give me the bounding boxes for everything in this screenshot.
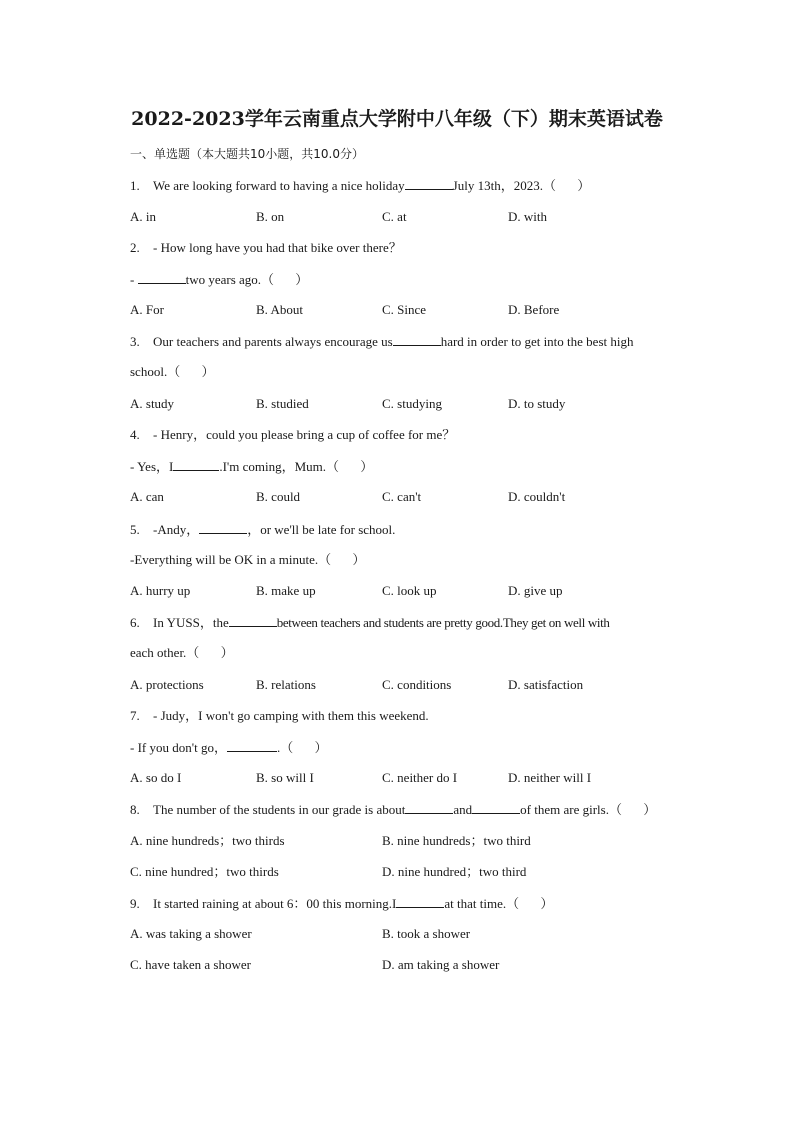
question-number: 2.	[130, 240, 140, 255]
answer-blank	[173, 458, 219, 471]
answer-blank	[472, 801, 520, 814]
question-text: two years ago.（	[185, 272, 275, 287]
question-7-reply	[130, 739, 327, 755]
closing-paren: ）	[577, 178, 591, 193]
answer-blank	[405, 801, 453, 814]
closing-paren: ）	[643, 802, 657, 817]
option-c: C. can't	[382, 489, 422, 504]
closing-paren: ）	[201, 364, 215, 379]
question-text: of them are girls.（	[520, 802, 622, 817]
option-d: D. Before	[508, 302, 560, 317]
question-5	[130, 521, 395, 537]
option-a: A. can	[130, 489, 164, 504]
question-6-cont	[130, 645, 234, 661]
option-a: A. nine hundreds；two thirds	[130, 833, 285, 848]
option-d: D. with	[508, 209, 547, 224]
question-4-reply	[130, 458, 373, 474]
closing-paren: ）	[360, 459, 374, 474]
page-title: 2022-2023学年云南重点大学附中八年级（下）期末英语试卷	[131, 108, 663, 130]
option-c: C. studying	[382, 396, 442, 411]
option-a: A. in	[130, 209, 156, 224]
answer-blank	[396, 895, 444, 908]
question-number: 7.	[130, 708, 140, 723]
question-1	[130, 177, 590, 193]
option-b: B. About	[256, 302, 303, 317]
question-text: at that time.（	[444, 896, 520, 911]
question-4	[130, 427, 455, 443]
question-number: 9.	[130, 896, 140, 911]
question-text: and	[453, 802, 473, 817]
option-d: D. neither will I	[508, 770, 592, 785]
question-text: - If you don't go，	[130, 740, 227, 755]
question-2-reply	[130, 271, 308, 287]
option-a: A. so do I	[130, 770, 182, 785]
question-text: We are looking forward to having a nice holiday	[153, 178, 405, 193]
answer-blank	[199, 521, 247, 534]
question-text: hard in order to get into the best high	[440, 334, 634, 349]
question-text: Our teachers and parents always encourage us	[153, 334, 393, 349]
question-number: 3.	[130, 334, 140, 349]
option-c: C. nine hundred；two thirds	[130, 864, 279, 879]
option-a: A. study	[130, 396, 175, 411]
closing-paren: ）	[220, 645, 234, 660]
question-number: 8.	[130, 802, 140, 817]
option-b: B. nine hundreds；two third	[382, 833, 531, 848]
question-text: .I'm coming，Mum.（	[219, 459, 340, 474]
question-text: -	[130, 272, 138, 287]
question-text: each other.（	[130, 645, 200, 660]
question-3-cont	[130, 364, 214, 380]
option-d: D. couldn't	[508, 489, 566, 504]
question-text: It started raining at about 6：00 this morning.I	[153, 896, 397, 911]
option-b: B. studied	[256, 396, 309, 411]
answer-blank	[138, 271, 186, 284]
option-b: B. on	[256, 209, 285, 224]
question-3	[130, 333, 633, 349]
question-number: 4.	[130, 427, 140, 442]
question-text: school.（	[130, 364, 181, 379]
question-text: - Yes，I	[130, 459, 174, 474]
question-text: - Judy，I won't go camping with them this weekend.	[153, 708, 429, 723]
option-b: B. relations	[256, 677, 316, 692]
question-6	[130, 614, 610, 630]
answer-blank	[229, 614, 277, 627]
option-d: D. nine hundred；two third	[382, 864, 527, 879]
option-c: C. look up	[382, 583, 437, 598]
option-d: D. satisfaction	[508, 677, 584, 692]
question-8	[130, 801, 656, 817]
question-text: - How long have you had that bike over there？	[153, 240, 402, 255]
question-text: between teachers and students are pretty good.They get on well with	[276, 615, 610, 630]
question-text: In YUSS，the	[153, 615, 229, 630]
option-d: D. give up	[508, 583, 563, 598]
option-b: B. could	[256, 489, 301, 504]
question-text: -Everything will be OK in a minute.（	[130, 552, 332, 567]
option-c: C. Since	[382, 302, 427, 317]
option-d: D. am taking a shower	[382, 957, 500, 972]
question-number: 1.	[130, 178, 140, 193]
question-9	[130, 895, 553, 911]
option-c: C. neither do I	[382, 770, 458, 785]
question-text: .（	[276, 740, 294, 755]
option-d: D. to study	[508, 396, 566, 411]
closing-paren: ）	[540, 896, 554, 911]
answer-blank	[405, 177, 453, 190]
option-b: B. took a shower	[382, 926, 471, 941]
question-text: July 13th，2023.（	[452, 178, 556, 193]
closing-paren: ）	[295, 272, 309, 287]
question-text: ，or we'll be late for school.	[247, 522, 396, 537]
question-text: - Henry，could you please bring a cup of coffee for me？	[153, 427, 456, 442]
closing-paren: ）	[314, 740, 328, 755]
question-number: 6.	[130, 615, 140, 630]
option-b: B. so will I	[256, 770, 314, 785]
option-a: A. For	[130, 302, 164, 317]
option-c: C. at	[382, 209, 407, 224]
question-text: The number of the students in our grade is about	[153, 802, 406, 817]
option-c: C. have taken a shower	[130, 957, 251, 972]
question-2	[130, 240, 402, 256]
question-number: 5.	[130, 522, 140, 537]
answer-blank	[393, 333, 441, 346]
closing-paren: ）	[352, 552, 366, 567]
section-heading: 一、单选题（本大题共10小题，共10.0分）	[130, 147, 364, 161]
option-a: A. protections	[130, 677, 204, 692]
question-5-reply	[130, 552, 365, 568]
option-a: A. hurry up	[130, 583, 191, 598]
option-a: A. was taking a shower	[130, 926, 252, 941]
question-text: -Andy，	[153, 522, 200, 537]
option-b: B. make up	[256, 583, 316, 598]
answer-blank	[227, 739, 277, 752]
question-7	[130, 708, 429, 724]
option-c: C. conditions	[382, 677, 452, 692]
